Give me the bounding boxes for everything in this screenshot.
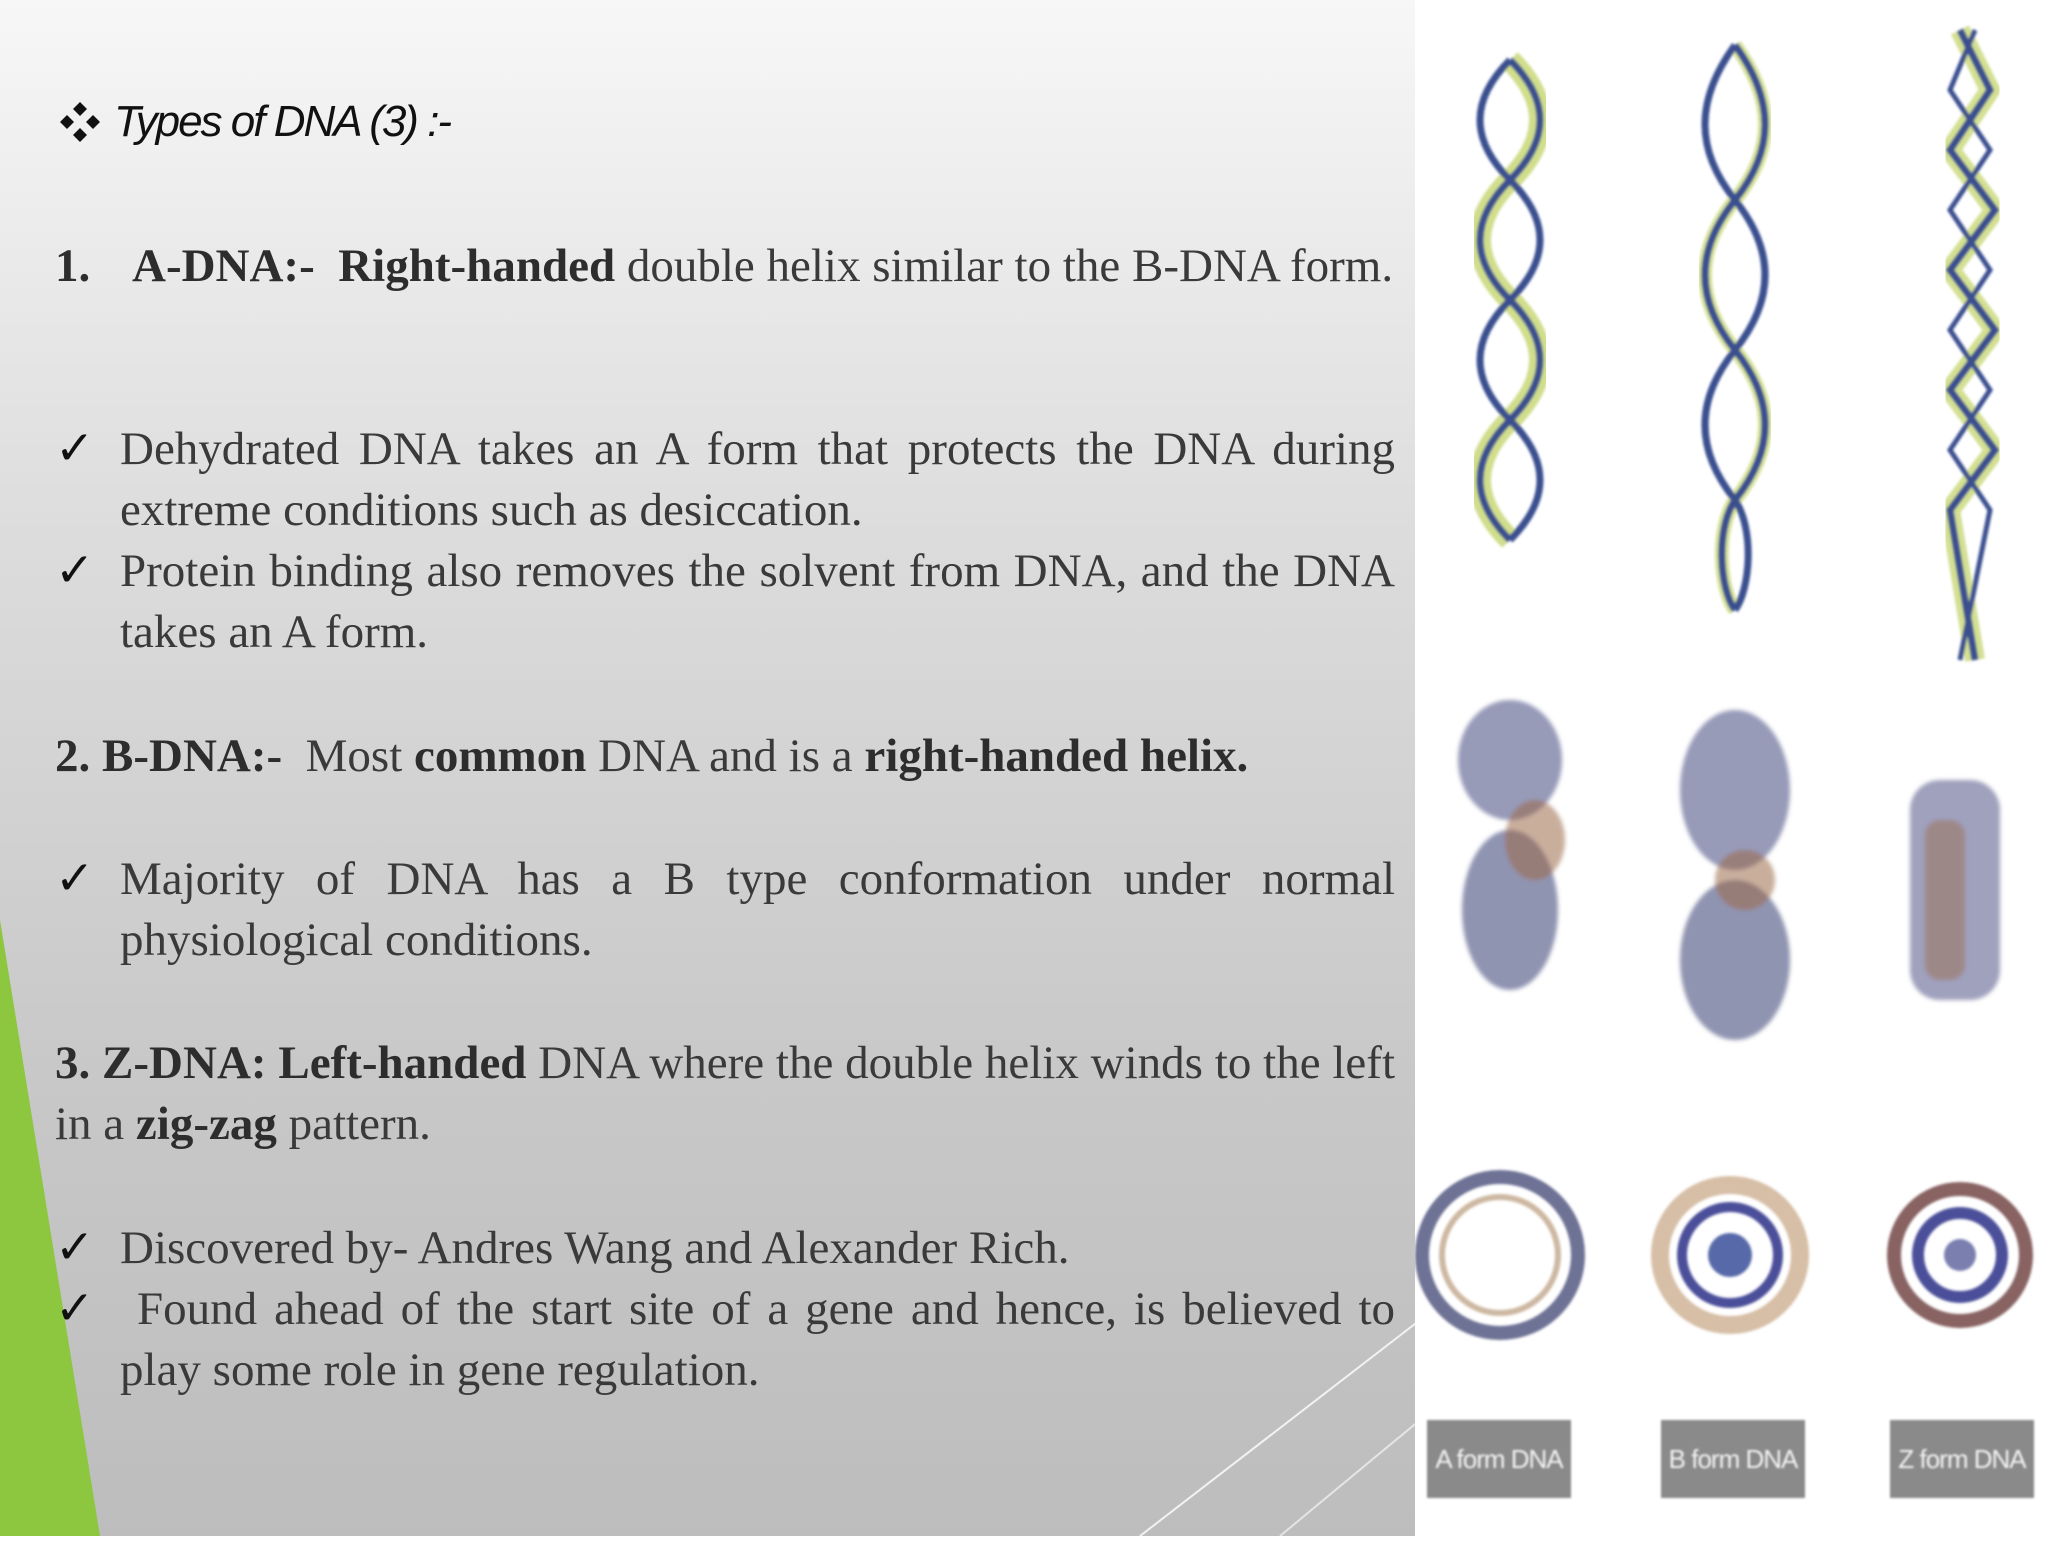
z-form-atomic-model-icon [1910,780,2000,1000]
a-form-top-view-icon [1422,1177,1578,1333]
z-form-label: Z form DNA [1890,1420,2034,1498]
z-dna-section [55,1033,1395,1155]
a-form-label: A form DNA [1427,1420,1571,1498]
z-form-top-view-icon [1894,1189,2026,1321]
a-form-helix-icon [1480,60,1540,540]
checkmark-icon: ✓ [55,1283,95,1335]
a-dna-points [55,419,1395,663]
b-dna-bold-2: right-handed helix. [864,730,1249,782]
a-dna-point-2: Protein binding also removes the solvent from DNA, and the DNA takes an A form. [120,545,1395,658]
z-dna-text-2: pattern. [288,1098,431,1150]
checkmark-icon: ✓ [55,545,95,597]
diamond-bullet-icon [58,100,102,144]
list-item [55,849,1395,971]
list-item [55,541,1395,663]
dna-forms-figure [1415,0,2048,1536]
checkmark-icon: ✓ [55,423,95,475]
slide-heading [58,92,450,152]
z-dna-bold-2: zig-zag [135,1098,277,1150]
b-form-atomic-model-icon [1680,710,1790,1040]
z-form-helix-icon [1950,30,1995,660]
b-dna-name: 2. B-DNA:- [55,730,283,782]
a-dna-title [55,236,1395,297]
list-item [55,419,1395,541]
b-dna-point-1: Majority of DNA has a B type conformation under normal physiological conditions. [120,853,1395,966]
a-dna-section [55,236,1395,297]
a-dna-number: 1. [55,240,91,292]
a-form-atomic-model-icon [1458,700,1565,990]
dna-illustration [1415,0,2048,1536]
z-dna-name: 3. Z-DNA: [55,1037,267,1089]
z-dna-bold-1: Left-handed [278,1037,527,1089]
b-form-label: B form DNA [1661,1420,1805,1498]
a-dna-name: A-DNA:- [132,240,315,292]
z-dna-point-2: Found ahead of the start site of a gene and hence, is believed to play some role in gene regulation. [120,1283,1407,1396]
a-dna-bold-desc: Right-handed [338,240,616,292]
b-dna-bold-1: common [414,730,587,782]
z-dna-point-1: Discovered by- Andres Wang and Alexander Rich. [120,1222,1070,1274]
z-dna-points [55,1218,1407,1401]
checkmark-icon: ✓ [55,1222,95,1274]
a-dna-desc: double helix similar to the B-DNA form. [626,240,1394,292]
list-item [55,1218,1395,1279]
list-item [55,1279,1407,1401]
z-dna-text-1: DNA where the double helix winds to the left in a [55,1037,1396,1150]
b-dna-text-2: DNA and is a [598,730,853,782]
b-dna-text-1: Most [305,730,403,782]
b-dna-points [55,849,1395,971]
a-dna-point-1: Dehydrated DNA takes an A form that protects the DNA during extreme conditions such as desiccation. [120,423,1395,536]
heading-text: Types of DNA (3) :- [114,97,451,146]
b-form-top-view-icon [1660,1185,1800,1325]
checkmark-icon: ✓ [55,853,95,905]
b-form-helix-icon [1705,45,1765,610]
b-dna-section [55,726,1395,787]
